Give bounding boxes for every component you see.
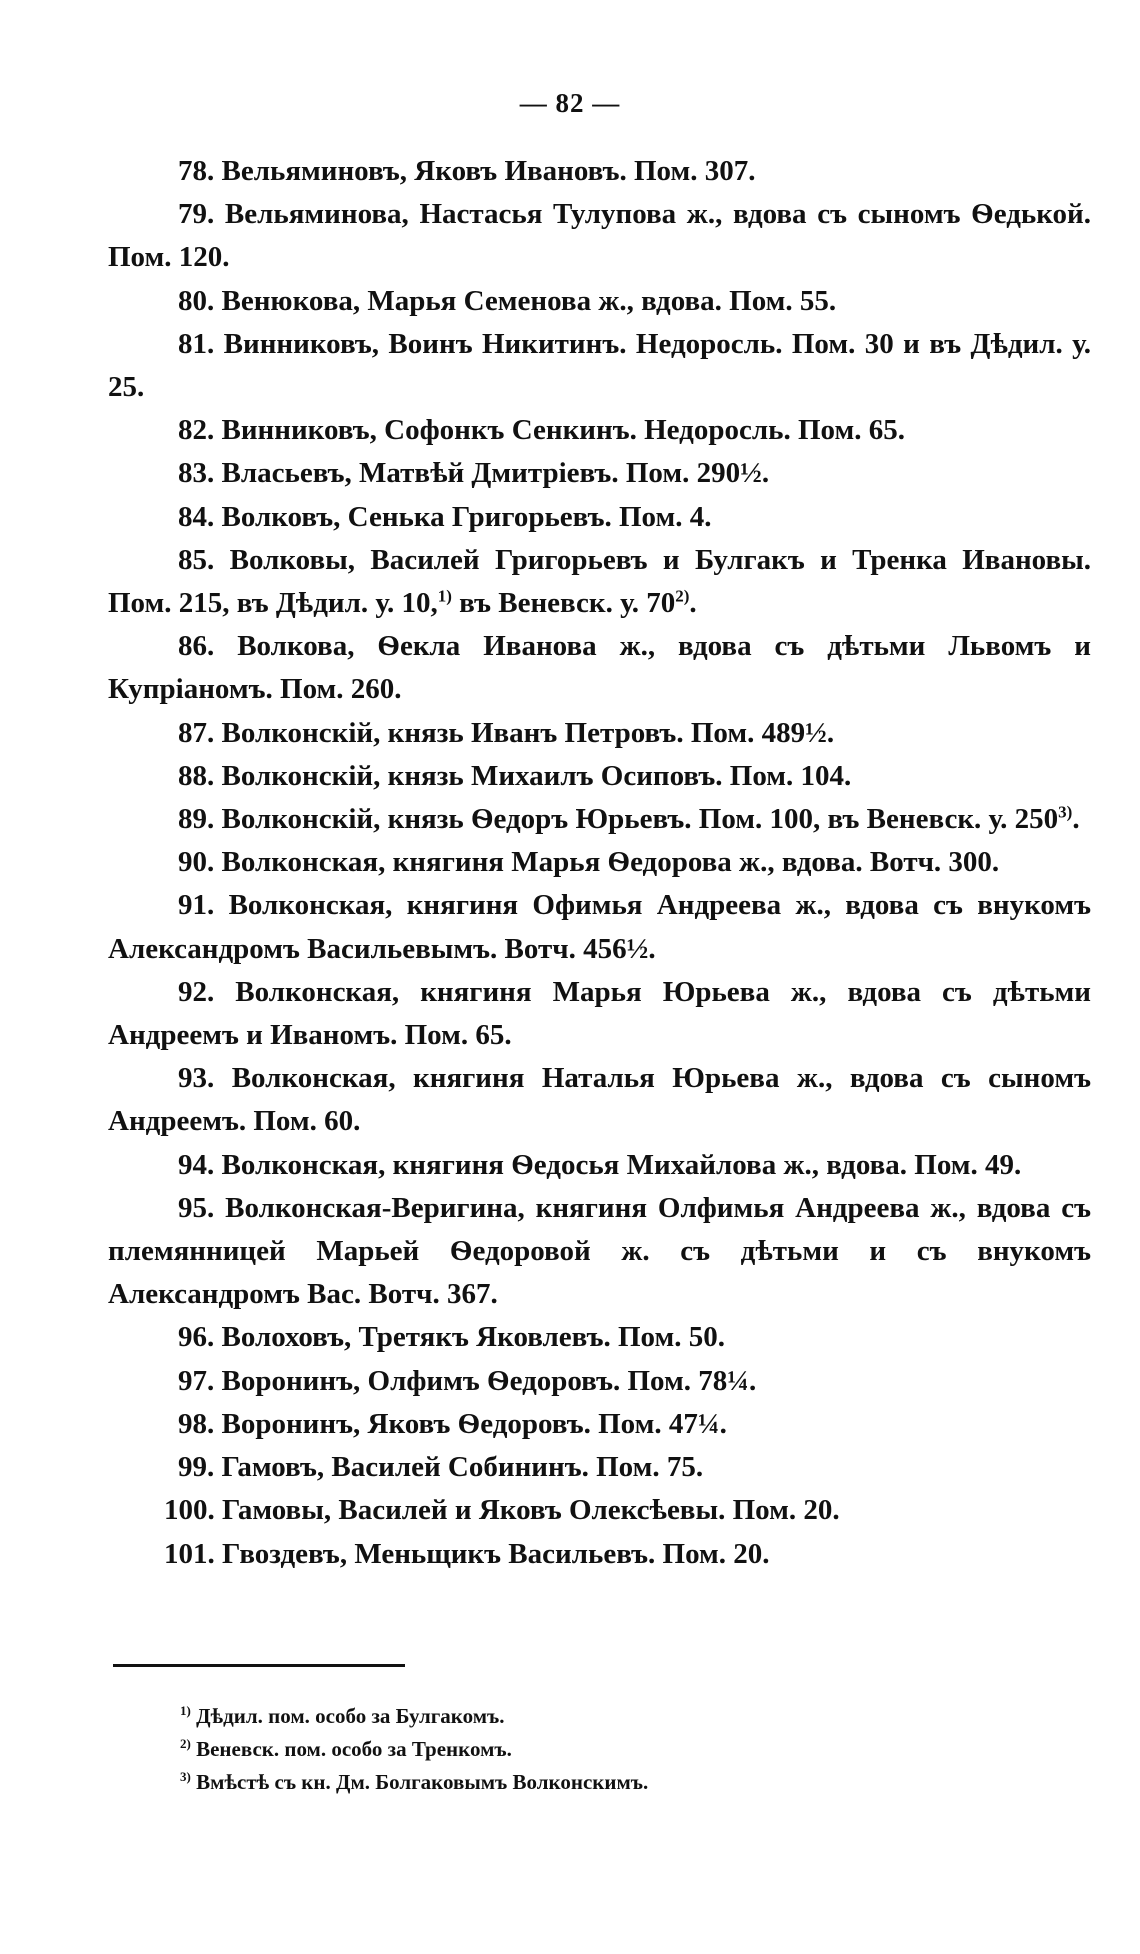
entry-text: Венюкова, Марья Семенова ж., вдова. Пом. 55.: [221, 284, 837, 317]
list-item: [108, 1057, 1091, 1143]
entry-text: Волоховъ, Третякъ Яковлевъ. Пом. 50.: [221, 1321, 726, 1354]
entry-text: Гамовы, Василей и Яковъ Олексѣевы. Пом. 20.: [222, 1494, 840, 1527]
footnote-ref: 3): [1058, 802, 1073, 822]
entry-text: Волковы, Василей Григорьевъ и Булгакъ и Тренка Ивановы. Пом. 215, въ Дѣдил. у. 10,: [108, 543, 1091, 620]
entry-number: 90.: [178, 846, 215, 879]
entry-number: 81.: [178, 327, 215, 360]
entry-text: Винниковъ, Воинъ Никитинъ. Недоросль. Пом. 30 и въ Дѣдил. у. 25.: [108, 327, 1092, 404]
list-item: [108, 539, 1091, 625]
list-item: [108, 496, 1091, 539]
entry-list: [108, 150, 1091, 1576]
entry-number: 94.: [178, 1148, 215, 1181]
list-item: [108, 755, 1091, 798]
footnote-mark: 2): [180, 1736, 191, 1751]
footnote-ref: 1): [437, 586, 452, 606]
list-item: [108, 712, 1091, 755]
entry-number: 95.: [178, 1191, 215, 1224]
entry-number: 79.: [178, 198, 215, 231]
entry-number: 83.: [178, 457, 215, 490]
entry-text: Волконскій, князь Ѳедоръ Юрьевъ. Пом. 100, въ Веневск. у. 250: [221, 803, 1059, 836]
footnote-mark: 3): [180, 1769, 191, 1784]
entry-number: 98.: [178, 1407, 215, 1440]
entry-text-cont: въ Веневск. у. 70: [451, 587, 676, 620]
entry-number: 86.: [178, 630, 215, 663]
entry-text: Волконская, княгиня Наталья Юрьева ж., вдова съ сыномъ Андреемъ. Пом. 60.: [108, 1062, 1091, 1138]
entry-number: 78.: [178, 155, 215, 187]
entry-number: 87.: [178, 716, 215, 749]
entry-text: Воронинъ, Яковъ Ѳедоровъ. Пом. 47¼.: [221, 1407, 727, 1440]
entry-text: Вельяминовъ, Яковъ Ивановъ. Пом. 307.: [221, 155, 756, 187]
entry-text: Волковъ, Сенька Григорьевъ. Пом. 4.: [221, 500, 712, 533]
entry-number: 97.: [178, 1364, 215, 1397]
list-item: [108, 1489, 1091, 1532]
entry-number: 100.: [164, 1494, 215, 1527]
footnote-mark: 1): [180, 1703, 191, 1718]
entry-text: Волконскій, князь Михаилъ Осиповъ. Пом. 104.: [221, 759, 852, 792]
entry-text: Волкова, Ѳекла Иванова ж., вдова съ дѣтьми Львомъ и Купріаномъ. Пом. 260.: [108, 630, 1092, 706]
list-item: [108, 798, 1091, 841]
list-item: [108, 280, 1091, 323]
entry-text: Гвоздевъ, Меньщикъ Васильевъ. Пом. 20.: [222, 1537, 770, 1570]
list-item: [108, 452, 1091, 495]
entry-text: Власьевъ, Матвѣй Дмитріевъ. Пом. 290½.: [221, 457, 770, 490]
entry-number: 80.: [178, 284, 215, 317]
entry-text-cont: .: [1072, 803, 1080, 836]
entry-text: Винниковъ, Софонкъ Сенкинъ. Недоросль. Пом. 65.: [221, 414, 905, 447]
footnote: [180, 1766, 880, 1799]
list-item: [108, 1316, 1091, 1359]
entry-number: 88.: [178, 759, 215, 792]
entry-number: 82.: [178, 414, 215, 447]
entry-number: 85.: [178, 543, 215, 576]
entry-text: Волконская, княгиня Ѳедосья Михайлова ж., вдова. Пом. 49.: [221, 1148, 1022, 1181]
footnote-text: Вмѣстѣ съ кн. Дм. Болгаковымъ Волконскимъ.: [196, 1770, 649, 1794]
footnote-ref: 2): [675, 586, 690, 606]
list-item: [108, 1187, 1091, 1317]
entry-text-end: .: [689, 587, 697, 620]
entry-text: Волконскій, князь Иванъ Петровъ. Пом. 489½.: [221, 716, 835, 749]
entry-text: Волконская, княгиня Офимья Андреева ж., вдова съ внукомъ Александромъ Васильевымъ. Вотч. 456½.: [108, 889, 1092, 965]
list-item: [108, 1446, 1091, 1489]
list-item: [108, 841, 1091, 884]
list-item: [108, 884, 1091, 970]
list-item: [108, 193, 1091, 279]
entry-text: Волконская, княгиня Марья Юрьева ж., вдова съ дѣтьми Андреемъ и Иваномъ. Пом. 65.: [108, 975, 1091, 1052]
footnote: [180, 1733, 880, 1766]
footnote: [180, 1700, 880, 1733]
entry-text: Волконская-Веригина, княгиня Олфимья Андреева ж., вдова съ племянницей Марьей Ѳедоровой ж. съ дѣтьми и съ внукомъ Александромъ Вас. Вотч. 367.: [108, 1191, 1091, 1311]
page-number: — 82 —: [519, 88, 621, 118]
entry-number: 91.: [178, 889, 215, 922]
list-item: [108, 1533, 1091, 1576]
entry-text: Волконская, княгиня Марья Ѳедорова ж., вдова. Вотч. 300.: [221, 846, 1000, 879]
list-item: [108, 150, 1091, 193]
list-item: [108, 1144, 1091, 1187]
list-item: [108, 1360, 1091, 1403]
footnote-text: Веневск. пом. особо за Тренкомъ.: [196, 1737, 512, 1761]
list-item: [108, 323, 1091, 409]
entry-text: Вельяминова, Настасья Тулупова ж., вдова съ сыномъ Ѳедькой. Пом. 120.: [108, 198, 1091, 274]
entry-number: 89.: [178, 803, 215, 836]
entry-number: 92.: [178, 975, 215, 1008]
list-item: [108, 971, 1091, 1057]
entry-number: 96.: [178, 1321, 215, 1354]
entry-text: Воронинъ, Олфимъ Ѳедоровъ. Пом. 78¼.: [221, 1364, 757, 1397]
footnotes: [180, 1700, 880, 1799]
list-item: [108, 1403, 1091, 1446]
entry-number: 93.: [178, 1062, 215, 1095]
footnote-text: Дѣдил. пом. особо за Булгакомъ.: [196, 1704, 505, 1728]
entry-number: 99.: [178, 1451, 215, 1484]
list-item: [108, 409, 1091, 452]
entry-text: Гамовъ, Василей Собининъ. Пом. 75.: [221, 1451, 704, 1484]
entry-number: 101.: [164, 1537, 215, 1570]
list-item: [108, 625, 1091, 711]
footnote-divider: [113, 1664, 405, 1667]
entry-number: 84.: [178, 500, 215, 533]
